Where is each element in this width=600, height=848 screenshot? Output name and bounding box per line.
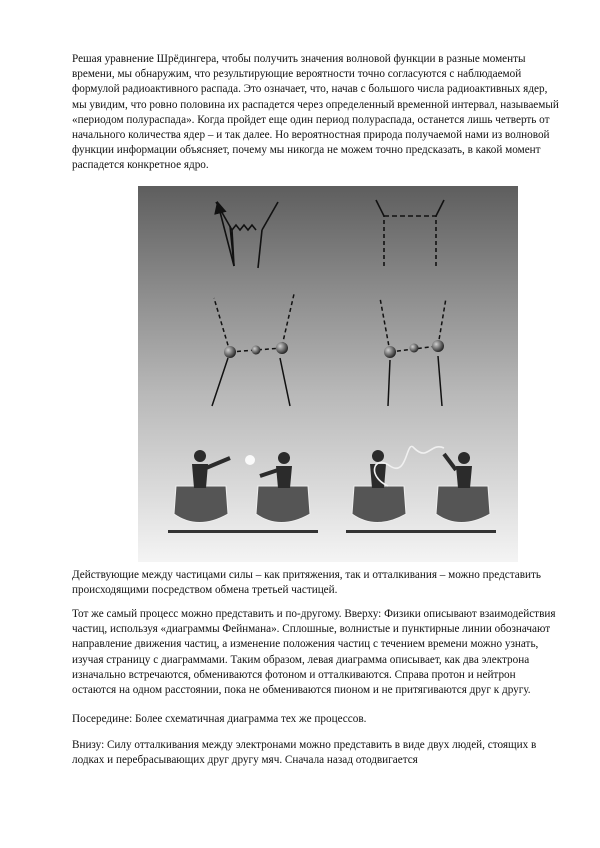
particle xyxy=(276,342,288,354)
middle-paragraph: Посередине: Более схематичная диаграмма тех же процессов. xyxy=(72,713,367,725)
particle xyxy=(410,344,419,353)
particle xyxy=(384,346,396,358)
explanation-paragraph: Тот же самый процесс можно представить и по-другому. Вверху: Физики описывают взаимодействия частиц, используя «диаграммы Фейнмана». Сплошные, волнистые и пунктирные линии обозначают направление движения частиц, а изменение положения частиц с течением времени можно узнать, изучая страницу с диаграммами. Таким образом, левая диаграмма описывает, как два электрона изначально встречаются, обмениваются фотоном и отталкиваются. Справа протон и нейтрон остаются на одном расстоянии, пока не обмениваются пионом и не притягиваются друг к другу. xyxy=(72,608,556,697)
particle xyxy=(224,346,236,358)
feynman-figure xyxy=(138,186,518,562)
figure-caption: Действующие между частицами силы – как притяжения, так и отталкивания – можно представить происходящими посредством обмена третьей частицей. xyxy=(72,569,541,597)
ball-white xyxy=(245,455,255,465)
bottom-paragraph: Внизу: Силу отталкивания между электронами можно представить в виде двух людей, стоящих в лодках и перебрасывающих друг другу мяч. Сначала назад отодвигается xyxy=(72,739,537,767)
particle xyxy=(432,340,444,352)
particle xyxy=(252,346,261,355)
intro-paragraph: Решая уравнение Шрёдингера, чтобы получить значения волновой функции в разные моменты времени, мы обнаружим, что результирующие вероятности точно согласуются с наблюдаемой формулой радиоактивного распада. Это означает, что, начав с большого числа радиоактивных ядер, мы увидим, что ровно половина их распадется через определенный временной интервал, называемый «периодом полураспада». Когда пройдет еще один период полураспада, останется лишь четверть от начального количества ядер – и так далее. Но вероятностная природа получаемой нами из волновой функции информации объясняет, почему мы никогда не можем точно предсказать, в какой момент распадется конкретное ядро. xyxy=(72,53,559,172)
